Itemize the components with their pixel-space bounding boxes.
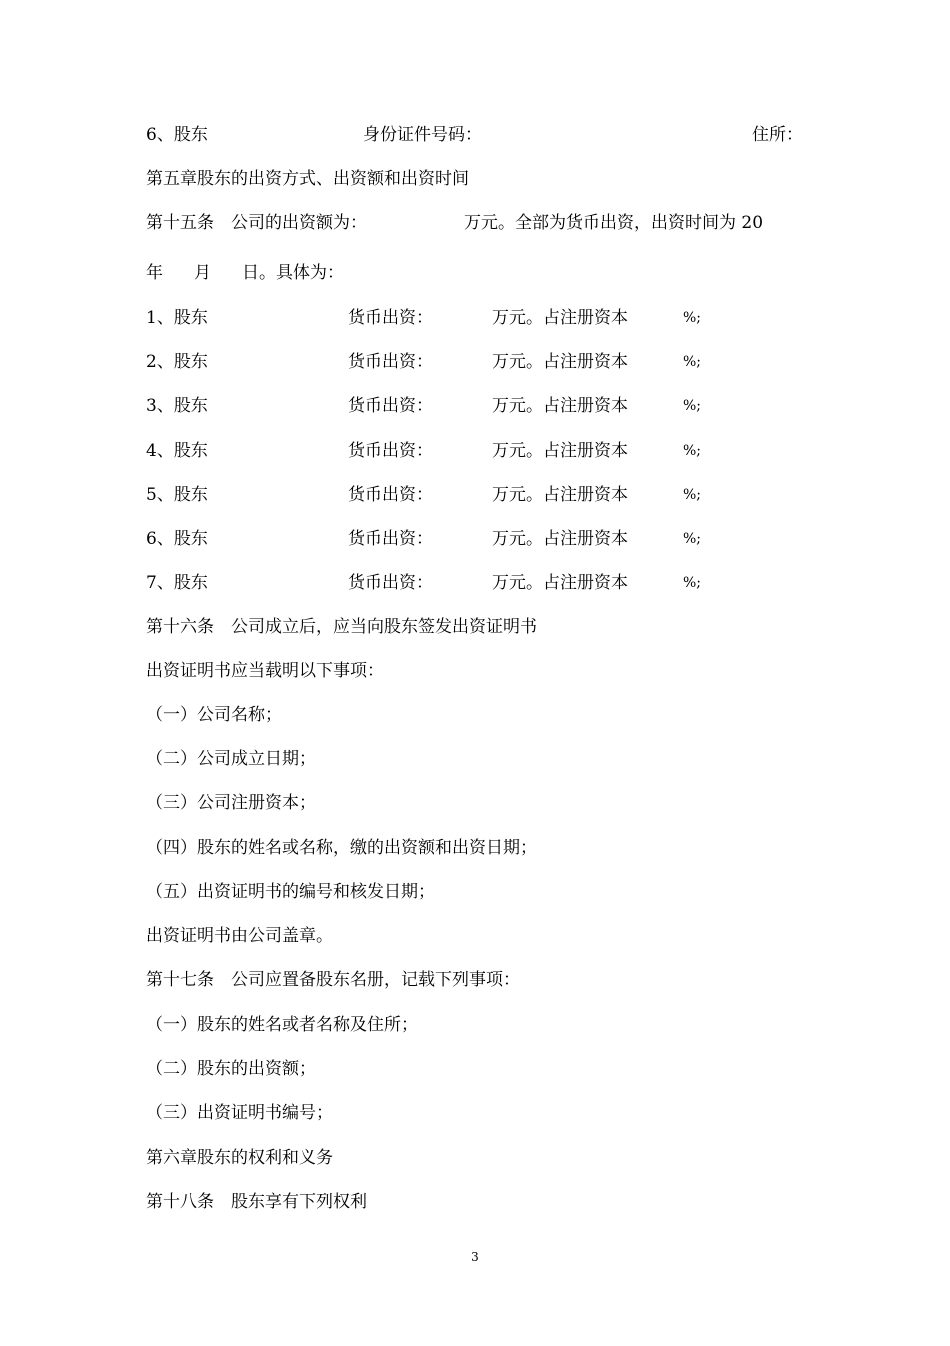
contribution-unit: 万元。占注册资本	[492, 529, 628, 549]
certificate-item-5: （五）出资证明书的编号和核发日期；	[146, 882, 435, 902]
contribution-method: 货币出资：	[348, 441, 433, 461]
contribution-percent: %;	[683, 310, 702, 326]
article-15-month: 月	[194, 263, 211, 283]
contribution-label: 3、股东	[146, 396, 208, 416]
contribution-unit: 万元。占注册资本	[492, 573, 628, 593]
article-15-year: 年	[146, 263, 163, 283]
certificate-seal: 出资证明书由公司盖章。	[146, 926, 333, 946]
article-15-line-1-left: 第十五条 公司的出资额为：	[146, 213, 367, 233]
contribution-percent: %;	[683, 354, 702, 370]
contribution-unit: 万元。占注册资本	[492, 441, 628, 461]
contribution-method: 货币出资：	[348, 529, 433, 549]
contribution-unit: 万元。占注册资本	[492, 352, 628, 372]
certificate-item-2: （二）公司成立日期；	[146, 749, 316, 769]
contribution-label: 2、股东	[146, 352, 208, 372]
chapter-5-title: 第五章股东的出资方式、出资额和出资时间	[146, 169, 469, 189]
certificate-item-1: （一）公司名称；	[146, 705, 282, 725]
article-15-day: 日。具体为：	[242, 263, 344, 283]
contribution-label: 6、股东	[146, 529, 208, 549]
certificate-intro: 出资证明书应当载明以下事项：	[146, 661, 384, 681]
article-15-line-1-right: 万元。全部为货币出资，出资时间为 20	[464, 213, 764, 233]
register-item-2: （二）股东的出资额；	[146, 1059, 316, 1079]
contribution-label: 7、股东	[146, 573, 208, 593]
contribution-method: 货币出资：	[348, 308, 433, 328]
contribution-unit: 万元。占注册资本	[492, 485, 628, 505]
register-item-3: （三）出资证明书编号；	[146, 1103, 333, 1123]
contribution-method: 货币出资：	[348, 573, 433, 593]
contribution-unit: 万元。占注册资本	[492, 396, 628, 416]
id-number-label: 身份证件号码：	[363, 125, 482, 145]
contribution-label: 4、股东	[146, 441, 208, 461]
contribution-label: 1、股东	[146, 308, 208, 328]
article-17: 第十七条 公司应置备股东名册，记载下列事项：	[146, 970, 520, 990]
register-item-1: （一）股东的姓名或者名称及住所；	[146, 1015, 418, 1035]
contribution-percent: %;	[683, 443, 702, 459]
address-label: 住所：	[752, 125, 803, 145]
shareholder-6-label: 6、股东	[146, 125, 208, 145]
certificate-item-3: （三）公司注册资本；	[146, 793, 316, 813]
contribution-method: 货币出资：	[348, 485, 433, 505]
contribution-percent: %;	[683, 398, 702, 414]
contribution-method: 货币出资：	[348, 396, 433, 416]
contribution-label: 5、股东	[146, 485, 208, 505]
chapter-6-title: 第六章股东的权利和义务	[146, 1148, 333, 1168]
contribution-percent: %;	[683, 531, 702, 547]
page-number: 3	[471, 1250, 479, 1264]
contribution-percent: %;	[683, 487, 702, 503]
article-16: 第十六条 公司成立后，应当向股东签发出资证明书	[146, 617, 537, 637]
contribution-unit: 万元。占注册资本	[492, 308, 628, 328]
shareholder-6-line	[146, 125, 208, 145]
article-18: 第十八条 股东享有下列权利	[146, 1192, 367, 1212]
contribution-method: 货币出资：	[348, 352, 433, 372]
certificate-item-4: （四）股东的姓名或名称，缴的出资额和出资日期；	[146, 838, 537, 858]
contribution-percent: %;	[683, 575, 702, 591]
